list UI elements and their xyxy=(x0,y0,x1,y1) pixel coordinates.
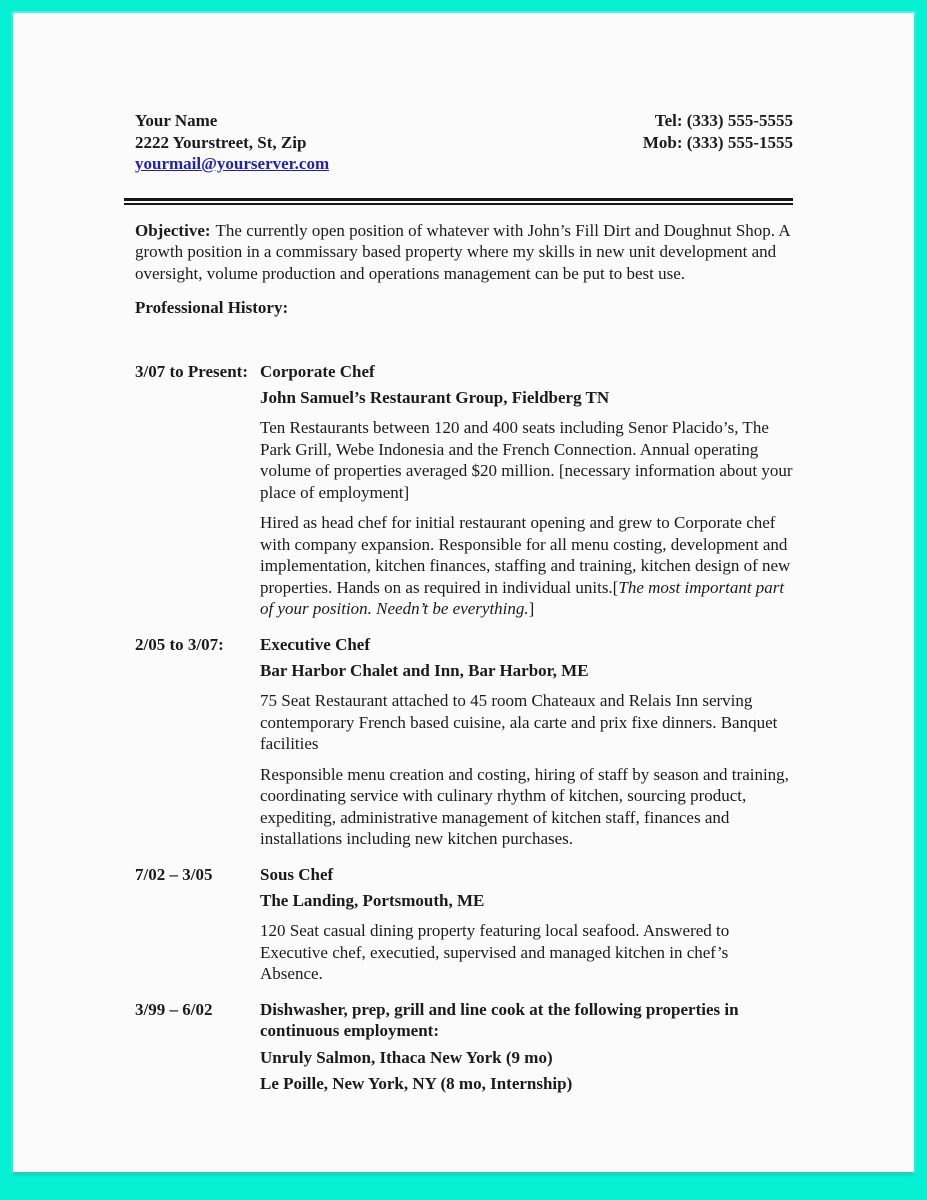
job-dates: 7/02 – 3/05 xyxy=(135,864,213,884)
job-list xyxy=(135,361,793,1095)
job-property-line: Unruly Salmon, Ithaca New York (9 mo) xyxy=(260,1047,553,1067)
resume-content xyxy=(13,13,793,1095)
phone-block xyxy=(643,110,793,175)
address: 2222 Yourstreet, St, Zip xyxy=(135,132,307,152)
contact-block xyxy=(135,110,329,175)
job-paragraph-italic-note: The most important part of your position. Needn’t be everything. xyxy=(260,577,785,618)
job-employer: Bar Harbor Chalet and Inn, Bar Harbor, ME xyxy=(260,660,589,680)
job-body xyxy=(260,634,793,850)
job-property-line: Le Poille, New York, NY (8 mo, Internship) xyxy=(260,1074,573,1093)
job-paragraph xyxy=(260,512,793,620)
phone-mob: Mob: (333) 555-1555 xyxy=(642,132,793,152)
email-link[interactable]: yourmail@yourserver.com xyxy=(135,154,330,173)
resume-page xyxy=(13,13,914,1172)
job-title: Executive Chef xyxy=(260,634,371,654)
job-paragraph: 120 Seat casual dining property featuring local seafood. Answered to Executive chef, executied, supervised and managed kitchen in chef’s Absence. xyxy=(260,921,730,983)
job-dates: 3/99 – 6/02 xyxy=(135,999,213,1019)
job-entry-line-cook xyxy=(135,999,793,1095)
job-paragraph: Responsible menu creation and costing, hiring of staff by season and training, coordinating service with culinary rhythm of kitchen, sourcing product, expediting, administrative management of kitchen staff, finances and installations including new kitchen purchases. xyxy=(260,764,789,848)
objective-text: The currently open position of whatever with John’s Fill Dirt and Doughnut Shop. A growth position in a commissary based property where my skills in new unit development and oversight, volume production and operations management can be put to best use. xyxy=(135,220,790,283)
job-dates: 3/07 to Present: xyxy=(135,361,248,381)
job-entry-corporate-chef xyxy=(135,361,793,620)
job-employer: The Landing, Portsmouth, ME xyxy=(260,890,485,910)
job-employer: John Samuel’s Restaurant Group, Fieldberg TN xyxy=(260,387,610,407)
job-title: Sous Chef xyxy=(260,864,334,884)
person-name: Your Name xyxy=(135,111,218,130)
job-dates: 2/05 to 3/07: xyxy=(135,634,224,654)
job-body xyxy=(260,361,793,620)
header-divider xyxy=(124,198,793,205)
job-entry-executive-chef xyxy=(135,634,793,850)
objective-paragraph xyxy=(135,220,793,285)
job-entry-sous-chef xyxy=(135,864,793,985)
job-paragraph: 75 Seat Restaurant attached to 45 room Chateaux and Relais Inn serving contemporary French based cuisine, ala carte and prix fixe dinners. Banquet facilities xyxy=(260,691,778,753)
phone-tel: Tel: (333) 555-5555 xyxy=(654,111,793,130)
job-paragraph-text: ] xyxy=(528,599,535,618)
job-title: Corporate Chef xyxy=(260,361,375,381)
job-paragraph-text: Hired as head chef for initial restaurant opening and grew to Corporate chef with company expansion. Responsible for all menu costing, development and implementation, kitchen finances, staffing and training, kitchen design of new properties. Hands on as required in individual units.[ xyxy=(260,513,791,597)
job-body xyxy=(260,864,793,985)
objective-label: Objective: xyxy=(135,220,211,240)
header xyxy=(135,110,793,175)
job-paragraph: Ten Restaurants between 120 and 400 seats including Senor Placido’s, The Park Grill, Webe Indonesia and the French Connection. Annual operating volume of properties averaged $20 million. [necessary information about your place of employment] xyxy=(260,418,793,502)
professional-history-heading: Professional History: xyxy=(135,298,289,317)
job-title: Dishwasher, prep, grill and line cook at the following properties in continuous employment: xyxy=(260,999,739,1040)
job-body xyxy=(260,999,793,1095)
